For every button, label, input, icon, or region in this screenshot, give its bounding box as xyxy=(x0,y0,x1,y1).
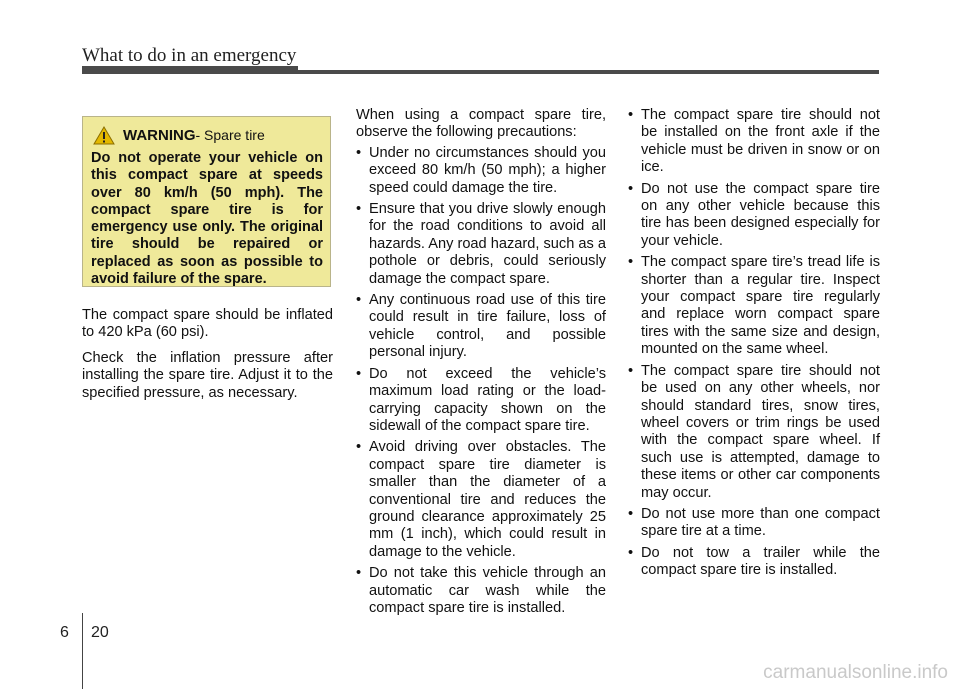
list-item: • The compact spare tire should not be used on any other wheels, nor should standard tires, snow tires, wheel covers or trim rings be used with the compact spare wheel. If such use is attempted, damage to these items or other car components may occur. xyxy=(628,363,880,502)
list-item: • Do not exceed the vehicle’s maximum load rating or the load-carrying capacity shown on the sidewall of the compact spare tire. xyxy=(356,366,606,436)
page-number: 20 xyxy=(91,624,109,641)
warning-subtitle: - Spare tire xyxy=(195,127,265,143)
precautions-list xyxy=(356,145,606,618)
list-item: • Do not use more than one compact spare tire at a time. xyxy=(628,506,880,541)
warning-text: Do not operate your vehicle on this compact spare at speeds over 80 km/h (50 mph). The compact spare tire is for emergency use only. The original tire should be repaired or replaced as soon as possible to avoid failure of the spare. xyxy=(91,150,323,288)
list-item: • Ensure that you drive slowly enough for the road conditions to avoid all hazards. Any road hazard, such as a pothole or debris, could seriously damage the compact spare. xyxy=(356,201,606,288)
precautions-intro: When using a compact spare tire, observe the following precautions: xyxy=(356,107,606,141)
header-title: What to do in an emergency xyxy=(82,45,297,66)
column-2 xyxy=(356,107,606,621)
list-item: • Any continuous road use of this tire could result in tire failure, loss of vehicle control, and possible personal injury. xyxy=(356,292,606,362)
warning-triangle-icon xyxy=(93,126,115,145)
list-item: • Under no circumstances should you exceed 80 km/h (50 mph); a higher speed could damage the tire. xyxy=(356,145,606,197)
precautions-list-continued xyxy=(628,107,880,580)
watermark: carmanualsonline.info xyxy=(763,662,948,683)
list-item: • Do not tow a trailer while the compact spare tire is installed. xyxy=(628,545,880,580)
paragraph: The compact spare should be inflated to 420 kPa (60 psi). xyxy=(82,307,333,341)
list-item: • Do not use the compact spare tire on any other vehicle because this tire has been designed especially for your vehicle. xyxy=(628,181,880,251)
list-item: • Do not take this vehicle through an automatic car wash while the compact spare tire is installed. xyxy=(356,565,606,617)
chapter-number: 6 xyxy=(60,624,69,641)
column-1 xyxy=(82,307,333,410)
warning-title: WARNING xyxy=(123,126,196,144)
list-item: • The compact spare tire should not be installed on the front axle if the vehicle must be driven in snow or on ice. xyxy=(628,107,880,177)
paragraph: Check the inflation pressure after installing the spare tire. Adjust it to the specified pressure, as necessary. xyxy=(82,349,333,401)
warning-box xyxy=(82,116,331,287)
page-divider xyxy=(82,613,83,689)
warning-header xyxy=(91,125,323,145)
list-item: • Avoid driving over obstacles. The compact spare tire diameter is smaller than the diameter of a conventional tire and reduces the ground clearance approximately 25 mm (1 inch), which could result in damage to the vehicle. xyxy=(356,439,606,561)
list-item: • The compact spare tire’s tread life is shorter than a regular tire. Inspect your compact spare tire regularly and replace worn compact spare tires with the same size and design, mounted on the same wheel. xyxy=(628,254,880,358)
column-3 xyxy=(628,107,880,584)
header-tab xyxy=(82,66,298,74)
